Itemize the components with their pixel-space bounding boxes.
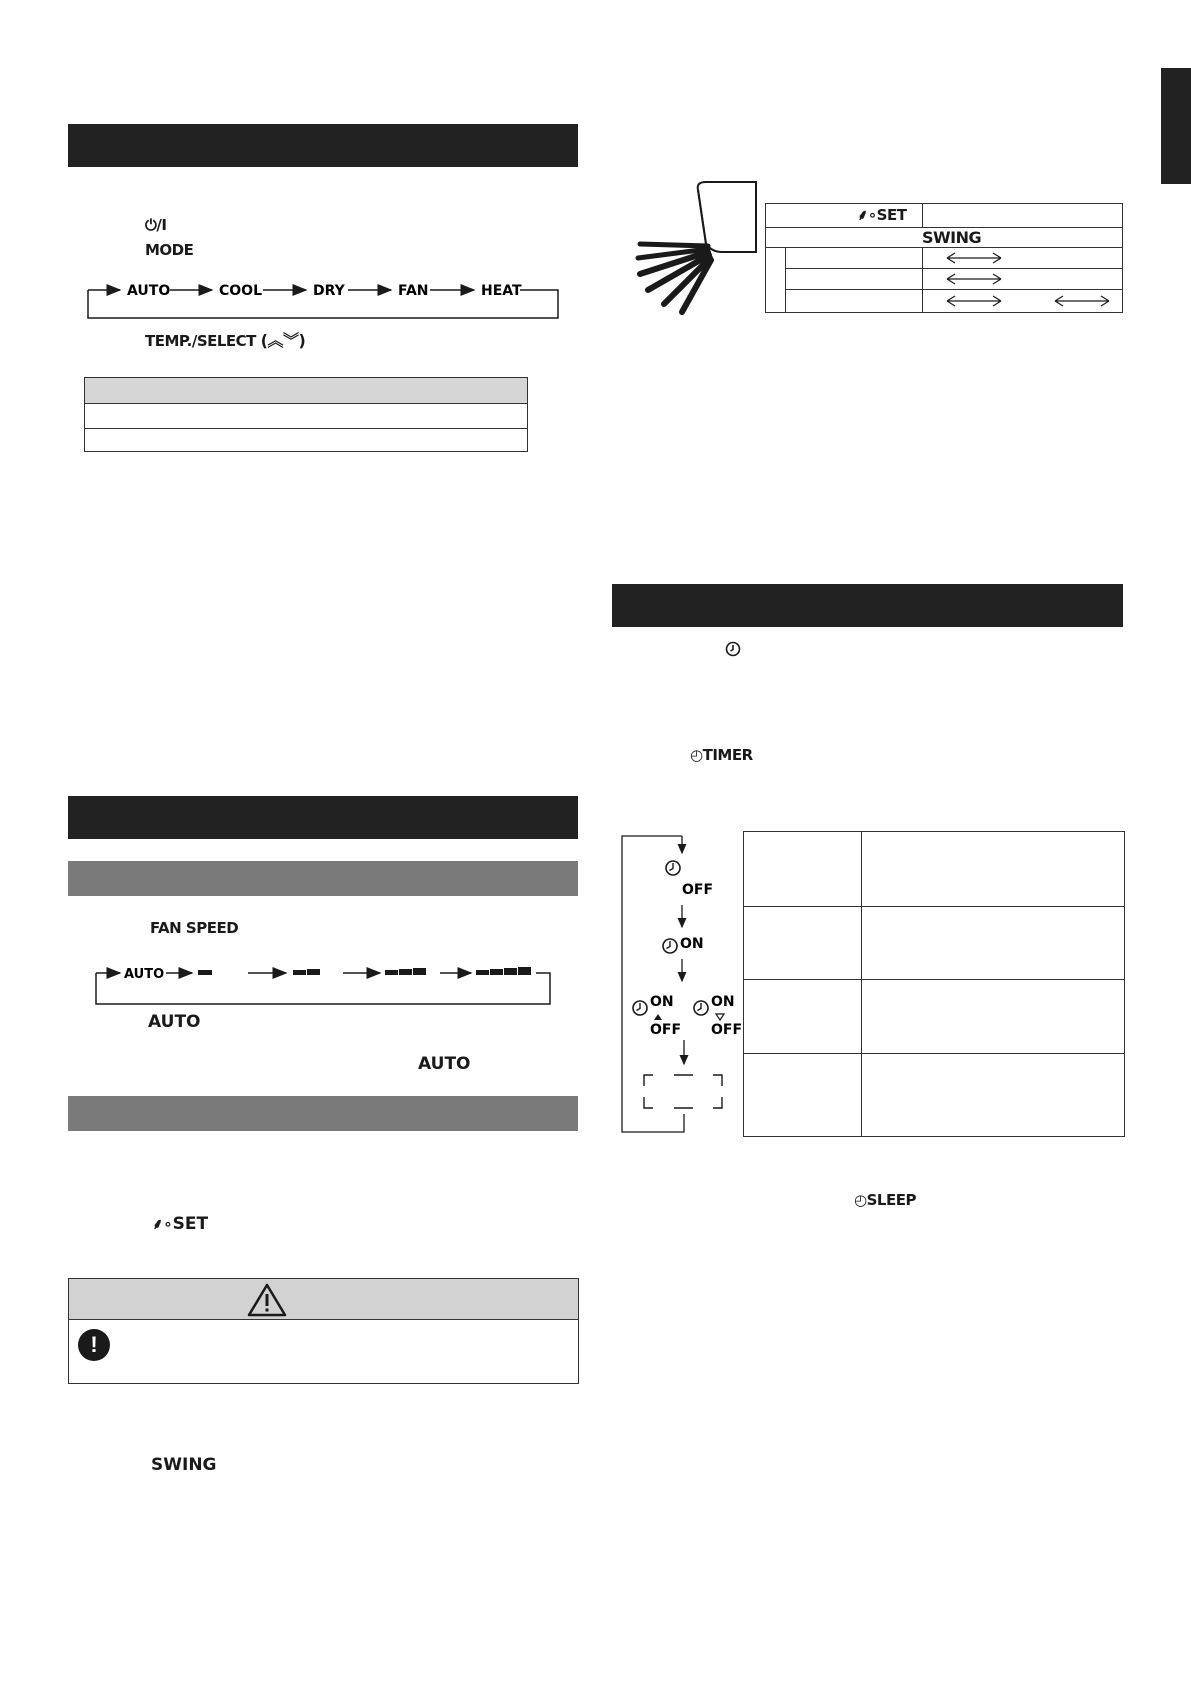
swing-arrow-row-3b <box>1053 294 1113 308</box>
mode-dry: DRY <box>313 283 345 299</box>
set-button-label <box>152 1216 208 1233</box>
fan-level-4-icon <box>476 967 531 975</box>
sleep-timer-icon: ◴ <box>854 1191 867 1209</box>
subsection-bar-fan-speed <box>68 861 578 896</box>
timer-onoff1-on: ON <box>650 994 674 1010</box>
mode-button-label: MODE <box>145 241 194 259</box>
swing-arrow-row-3a <box>945 294 1005 308</box>
section-header-bar-fan <box>68 796 578 839</box>
caution-box <box>68 1278 579 1384</box>
warning-triangle-icon <box>247 1283 287 1317</box>
swing-arrow-row-2 <box>945 272 1005 286</box>
timer-off-text: OFF <box>682 882 714 898</box>
timer-onoff2-on: ON <box>711 994 735 1010</box>
temp-table <box>84 377 528 452</box>
swing-table <box>765 203 1123 313</box>
swing-table-set-text: SET <box>876 206 907 224</box>
swing-set-small-icon: ⸙∘ <box>857 206 877 224</box>
mode-cycle-diagram <box>80 276 565 322</box>
section-header-bar-power <box>68 124 578 167</box>
fan-level-3-icon <box>385 968 426 975</box>
set-text: SET <box>172 1214 209 1234</box>
timer-on-text: ON <box>680 936 704 952</box>
fan-auto: AUTO <box>124 967 165 982</box>
temp-select-label <box>145 333 305 349</box>
fan-speed-label: FAN SPEED <box>150 919 239 937</box>
swing-button-label: SWING <box>151 1455 217 1475</box>
mode-heat: HEAT <box>481 283 522 299</box>
fan-level-1-icon <box>198 970 212 975</box>
swing-set-icon: ⸙∘ <box>152 1215 173 1233</box>
mode-auto: AUTO <box>127 283 171 299</box>
power-button-label: ⏻/I <box>145 216 167 234</box>
fan-auto-label-1: AUTO <box>148 1012 201 1032</box>
timer-small-icon: ◴ <box>690 746 703 764</box>
timer-cycle-diagram <box>620 828 743 1134</box>
temp-select-text: TEMP./SELECT <box>145 332 256 350</box>
caution-mandatory-icon: ! <box>78 1329 110 1361</box>
caution-header <box>69 1279 578 1320</box>
section-header-bar-timer <box>612 584 1123 627</box>
fan-auto-label-2: AUTO <box>418 1054 471 1074</box>
timer-description-table <box>743 831 1125 1137</box>
fan-level-2-icon <box>293 969 320 975</box>
temp-arrows-icon: (︽︾) <box>260 331 306 350</box>
timer-icon <box>725 641 741 657</box>
timer-onoff2-off: OFF <box>711 1022 743 1038</box>
temp-table-row <box>85 429 527 452</box>
sleep-text: SLEEP <box>866 1191 916 1209</box>
subsection-bar-swing <box>68 1096 578 1131</box>
temp-table-row <box>85 404 527 429</box>
swing-table-swing-header: SWING <box>922 228 982 247</box>
swing-table-set-header <box>857 208 906 223</box>
mode-cool: COOL <box>219 283 262 299</box>
fan-speed-cycle-diagram <box>90 960 555 1008</box>
page-edge-tab <box>1161 68 1191 184</box>
timer-onoff1-off: OFF <box>650 1022 682 1038</box>
indoor-unit-airflow-illustration <box>636 180 758 316</box>
swing-arrow-row-1 <box>945 251 1005 265</box>
mode-fan: FAN <box>398 283 429 299</box>
timer-button-label <box>690 748 753 763</box>
sleep-button-label <box>854 1193 916 1208</box>
temp-table-header <box>85 378 527 404</box>
timer-text: TIMER <box>702 746 753 764</box>
